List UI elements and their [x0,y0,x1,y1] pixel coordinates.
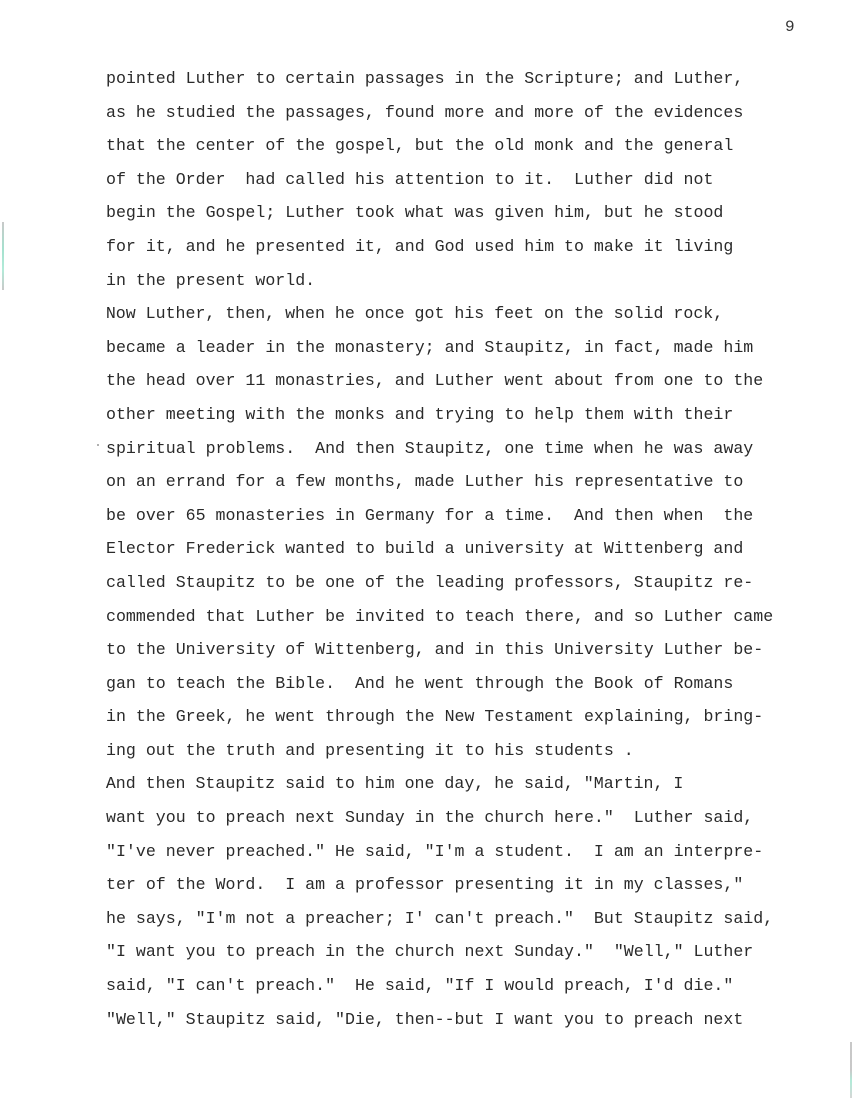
text-line: Elector Frederick wanted to build a university at Wittenberg and [106,539,744,559]
text-line: gan to teach the Bible. And he went through the Book of Romans [106,673,734,693]
text-line: ter of the Word. I am a professor presenting it in my classes," [106,875,744,895]
text-line: And then Staupitz said to him one day, he said, "Martin, I [66,774,684,794]
text-line: commended that Luther be invited to teach there, and so Luther came [106,606,774,626]
scan-speck [97,444,99,446]
text-line: pointed Luther to certain passages in the Scripture; and Luther, [106,69,744,88]
text-line: be over 65 monasteries in Germany for a time. And then when the [106,505,754,525]
page-number: 9 [785,18,795,36]
text-line: he says, "I'm not a preacher; I' can't preach." But Staupitz said, [106,908,774,928]
scan-artifact-left-edge [2,222,4,290]
text-line: Now Luther, then, when he once got his feet on the solid rock, [66,304,724,324]
typed-body-text [66,62,806,1036]
text-line: spiritual problems. And then Staupitz, one time when he was away [106,438,754,458]
text-line: as he studied the passages, found more and more of the evidences [106,102,744,122]
text-line: in the Greek, he went through the New Testament explaining, bring- [106,707,764,727]
text-line: "I've never preached." He said, "I'm a student. I am an interpre- [106,841,764,861]
text-line: other meeting with the monks and trying to help them with their [106,404,734,424]
text-line: begin the Gospel; Luther took what was given him, but he stood [106,203,724,223]
text-line: want you to preach next Sunday in the church here." Luther said, [106,808,754,828]
text-line: to the University of Wittenberg, and in this University Luther be- [106,640,764,660]
text-line: called Staupitz to be one of the leading professors, Staupitz re- [106,572,754,592]
text-line: the head over 11 monastries, and Luther went about from one to the [106,371,764,391]
text-line: became a leader in the monastery; and Staupitz, in fact, made him [106,337,754,357]
text-line: said, "I can't preach." He said, "If I would preach, I'd die." [106,976,734,996]
scan-artifact-right-edge [850,1042,852,1098]
text-line: "Well," Staupitz said, "Die, then--but I want you to preach next [106,1009,744,1029]
text-line: "I want you to preach in the church next Sunday." "Well," Luther [106,942,754,962]
text-line: in the present world. [106,270,316,290]
text-line: that the center of the gospel, but the old monk and the general [106,136,734,156]
text-line: on an errand for a few months, made Luther his representative to [106,472,744,492]
text-line: of the Order had called his attention to it. Luther did not [106,169,714,189]
text-line: for it, and he presented it, and God used him to make it living [106,236,734,256]
text-line: ing out the truth and presenting it to his students . [106,740,634,760]
